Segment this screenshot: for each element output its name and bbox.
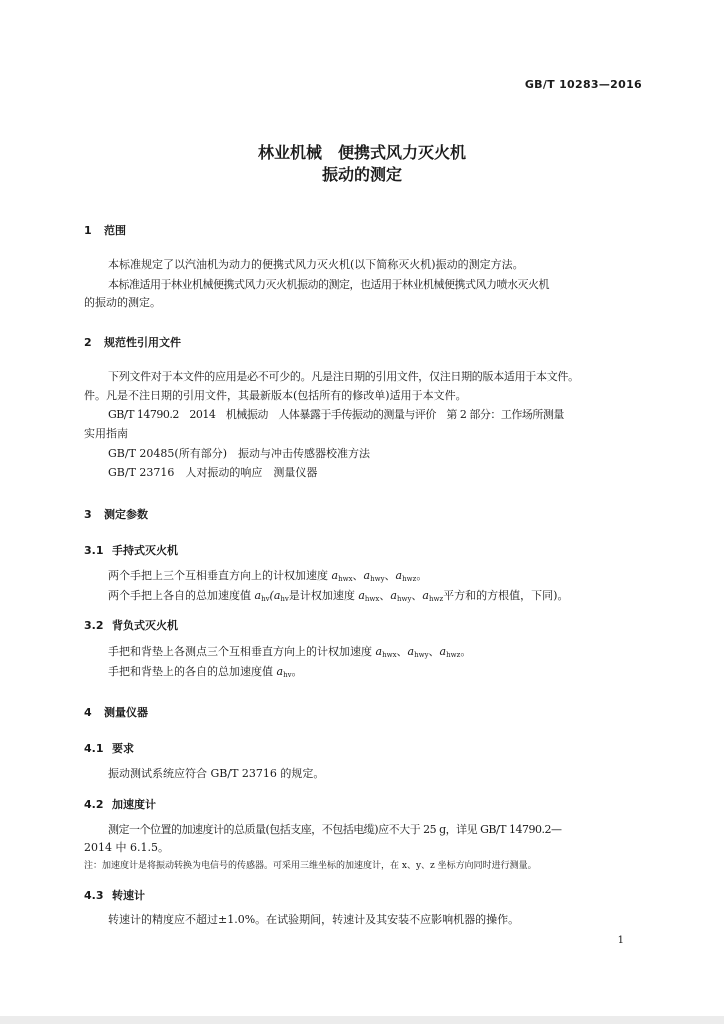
section-1-paragraph-2-line-2: 的振动的测定。 — [84, 296, 161, 309]
section-3-1-line-2: 两个手把上各自的总加速度值 $a_{hv}(a_{hv}$是计权加速度 $a_{hwx}$、$a_{hwy}$、$a_{hwz}$平方和的方根值，下同)。 — [108, 589, 569, 603]
section-2-paragraph-line-2: 件。凡是不注日期的引用文件，其最新版本(包括所有的修改单)适用于本文件。 — [84, 389, 467, 402]
section-4-1-text: 振动测试系统应符合 GB/T 23716 的规定。 — [108, 767, 325, 780]
standard-number: GB/T 10283—2016 — [524, 78, 642, 91]
section-4-2-heading: 4.2 加速度计 — [84, 798, 156, 811]
section-3-1-heading: 3.1 手持式灭火机 — [84, 544, 178, 557]
section-1-heading: 1 范围 — [84, 224, 126, 237]
section-4-3-heading: 4.3 转速计 — [84, 889, 145, 902]
section-3-2-line-1: 手把和背垫上各测点三个互相垂直方向上的计权加速度 $a_{hwx}$、$a_{hwy}$、$a_{hwz}$。 — [108, 645, 472, 659]
reference-1-line-1: GB/T 14790.2 2014 机械振动 人体暴露于手传振动的测量与评价 第 2 部分：工作场所测量 — [108, 408, 564, 421]
reference-1-line-2: 实用指南 — [84, 427, 128, 440]
title-line-1: 林业机械 便携式风力灭火机 — [257, 143, 466, 162]
section-1-paragraph-2-line-1: 本标准适用于林业机械便携式风力灭火机振动的测定，也适用于林业机械便携式风力喷水灭火机 — [108, 278, 549, 291]
page-number: 1 — [617, 935, 624, 946]
section-3-2-line-2: 手把和背垫上的各自的总加速度值 $a_{hv}$。 — [108, 665, 303, 679]
title-line-2: 振动的测定 — [321, 165, 402, 184]
section-3-heading: 3 测定参数 — [84, 508, 148, 521]
section-3-2-heading: 3.2 背负式灭火机 — [84, 619, 178, 632]
reference-3: GB/T 23716 人对振动的响应 测量仪器 — [108, 466, 318, 479]
section-2-paragraph-line-1: 下列文件对于本文件的应用是必不可少的。凡是注日期的引用文件，仅注日期的版本适用于本文件。 — [108, 370, 579, 383]
section-4-2-line-2: 2014 中 6.1.5。 — [84, 841, 169, 854]
section-4-3-text: 转速计的精度应不超过±1.0%。在试验期间，转速计及其安装不应影响机器的操作。 — [108, 913, 520, 926]
section-2-heading: 2 规范性引用文件 — [84, 336, 181, 349]
reference-2: GB/T 20485(所有部分) 振动与冲击传感器校准方法 — [108, 447, 370, 460]
section-3-1-line-1: 两个手把上三个互相垂直方向上的计权加速度 $a_{hwx}$、$a_{hwy}$、$a_{hwz}$。 — [108, 569, 428, 583]
page-bottom-edge — [0, 1016, 724, 1024]
section-1-paragraph-1: 本标准规定了以汽油机为动力的便携式风力灭火机(以下简称灭火机)振动的测定方法。 — [108, 258, 524, 271]
section-4-1-heading: 4.1 要求 — [84, 742, 134, 755]
section-4-2-line-1: 测定一个位置的加速度计的总质量(包括支座，不包括电缆)应不大于 25 g，详见 GB/T 14790.2— — [108, 823, 562, 836]
section-4-2-note: 注：加速度计是将振动转换为电信号的传感器。可采用三维坐标的加速度计，在 x、y、z 坐标方向同时进行测量。 — [84, 861, 537, 871]
section-4-heading: 4 测量仪器 — [84, 706, 148, 719]
document-title — [0, 142, 724, 186]
